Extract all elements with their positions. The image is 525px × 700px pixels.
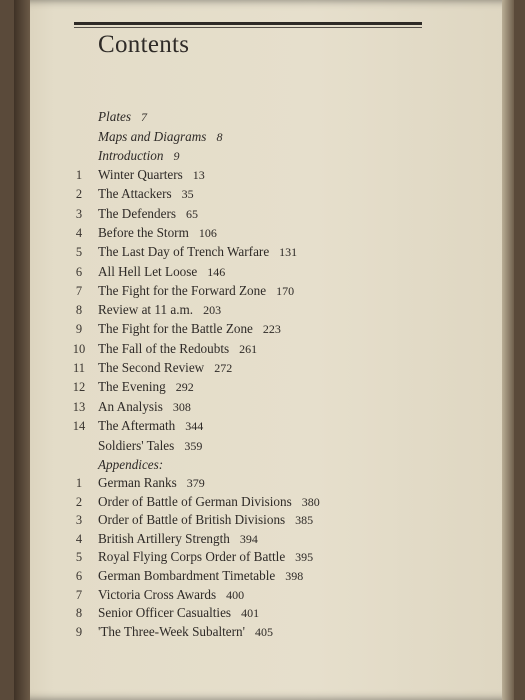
entry-title: Order of Battle of German Divisions 380 <box>98 493 320 509</box>
entry-page-number: 272 <box>214 361 233 375</box>
entry-number: 8 <box>75 606 83 621</box>
entry-page-number: 261 <box>239 341 258 356</box>
entry-title: The Fight for the Battle Zone 223 <box>98 321 281 337</box>
page-edge <box>502 0 514 700</box>
entry-title: The Aftermath 344 <box>98 417 204 433</box>
entry-page-number: 9 <box>173 149 180 163</box>
entry-number: 1 <box>75 168 83 182</box>
entry-page-number: 359 <box>184 439 203 453</box>
entry-title: Winter Quarters 13 <box>98 167 205 182</box>
entry-number: 4 <box>75 225 83 240</box>
spine-shadow <box>14 0 30 700</box>
entry-page-number: 394 <box>239 531 258 546</box>
entry-title: The Last Day of Trench Warfare 131 <box>98 244 298 260</box>
entry-page-number: 401 <box>241 606 260 621</box>
entry-page-number: 405 <box>254 624 273 639</box>
entry-title: Victoria Cross Awards 400 <box>98 586 245 602</box>
entry-number: 14 <box>72 418 86 433</box>
entry-number: 2 <box>75 494 83 509</box>
entry-title: Senior Officer Casualties 401 <box>98 605 260 621</box>
entry-page-number: 385 <box>295 513 314 528</box>
entry-title: German Bombardment Timetable 398 <box>98 568 304 583</box>
entry-number: 3 <box>75 513 83 528</box>
entry-title: Before the Storm 106 <box>98 224 217 240</box>
entry-page-number: 400 <box>226 587 245 602</box>
entry-number: 4 <box>75 531 83 546</box>
book-page <box>14 0 514 700</box>
entry-title: Appendices: <box>98 457 164 472</box>
entry-title: The Fight for the Forward Zone 170 <box>98 282 295 298</box>
entry-title: Plates 7 <box>98 109 147 124</box>
entry-page-number: 203 <box>203 303 222 318</box>
entry-number: 3 <box>75 206 83 221</box>
entry-title: Royal Flying Corps Order of Battle 395 <box>98 549 314 565</box>
entry-title: British Artillery Strength 394 <box>98 530 258 546</box>
entry-number: 7 <box>75 283 83 298</box>
entry-page-number: 395 <box>295 550 314 565</box>
entry-number: 1 <box>75 476 83 490</box>
entry-number: 9 <box>75 322 83 337</box>
entry-number: 5 <box>75 245 83 260</box>
entry-title: The Defenders 65 <box>98 205 198 221</box>
entry-number: 12 <box>72 380 86 395</box>
entry-number: 5 <box>75 550 83 565</box>
entry-page-number: 35 <box>181 187 194 202</box>
entry-number: 6 <box>75 264 83 279</box>
entry-title: 'The Three-Week Subaltern' 405 <box>98 623 273 639</box>
entry-number: 10 <box>72 341 86 356</box>
entry-number: 8 <box>75 303 83 318</box>
entry-page-number: 170 <box>276 283 295 298</box>
entry-title: Review at 11 a.m. 203 <box>98 302 222 318</box>
header-rule <box>74 22 422 25</box>
entry-page-number: 65 <box>186 206 198 221</box>
entry-page-number: 344 <box>185 418 204 433</box>
entry-title: The Fall of the Redoubts 261 <box>98 340 258 356</box>
entry-title: An Analysis 308 <box>98 398 191 414</box>
entry-title: The Second Review 272 <box>98 360 233 375</box>
entry-page-number: 13 <box>192 168 205 182</box>
entry-page-number: 7 <box>140 110 147 124</box>
entry-title: The Evening 292 <box>98 379 194 395</box>
page-title: Contents <box>98 31 190 58</box>
entry-number: 13 <box>72 399 86 414</box>
entry-number: 11 <box>72 361 86 375</box>
entry-title: Introduction 9 <box>98 148 180 163</box>
entry-page-number: 379 <box>186 476 205 490</box>
entry-page-number: 8 <box>216 129 223 144</box>
entry-page-number: 380 <box>301 494 320 509</box>
entry-title: Soldiers' Tales 359 <box>98 438 203 453</box>
entry-page-number: 131 <box>279 245 298 260</box>
entry-title: German Ranks 379 <box>98 475 205 490</box>
entry-title: Order of Battle of British Divisions 385 <box>98 512 314 528</box>
entry-page-number: 308 <box>172 399 191 414</box>
entry-number: 2 <box>75 187 83 202</box>
header-rule-thin <box>74 27 422 28</box>
entry-title: Maps and Diagrams 8 <box>98 128 223 144</box>
entry-title: All Hell Let Loose 146 <box>98 263 226 279</box>
entry-page-number: 106 <box>198 225 217 240</box>
entry-number: 7 <box>75 587 83 602</box>
entry-page-number: 223 <box>262 322 281 337</box>
entry-number: 9 <box>75 624 83 639</box>
entry-title: The Attackers 35 <box>98 186 194 202</box>
entry-page-number: 292 <box>175 380 194 395</box>
entry-page-number: 146 <box>207 264 226 279</box>
entry-number: 6 <box>75 569 83 583</box>
entry-page-number: 398 <box>285 569 304 583</box>
